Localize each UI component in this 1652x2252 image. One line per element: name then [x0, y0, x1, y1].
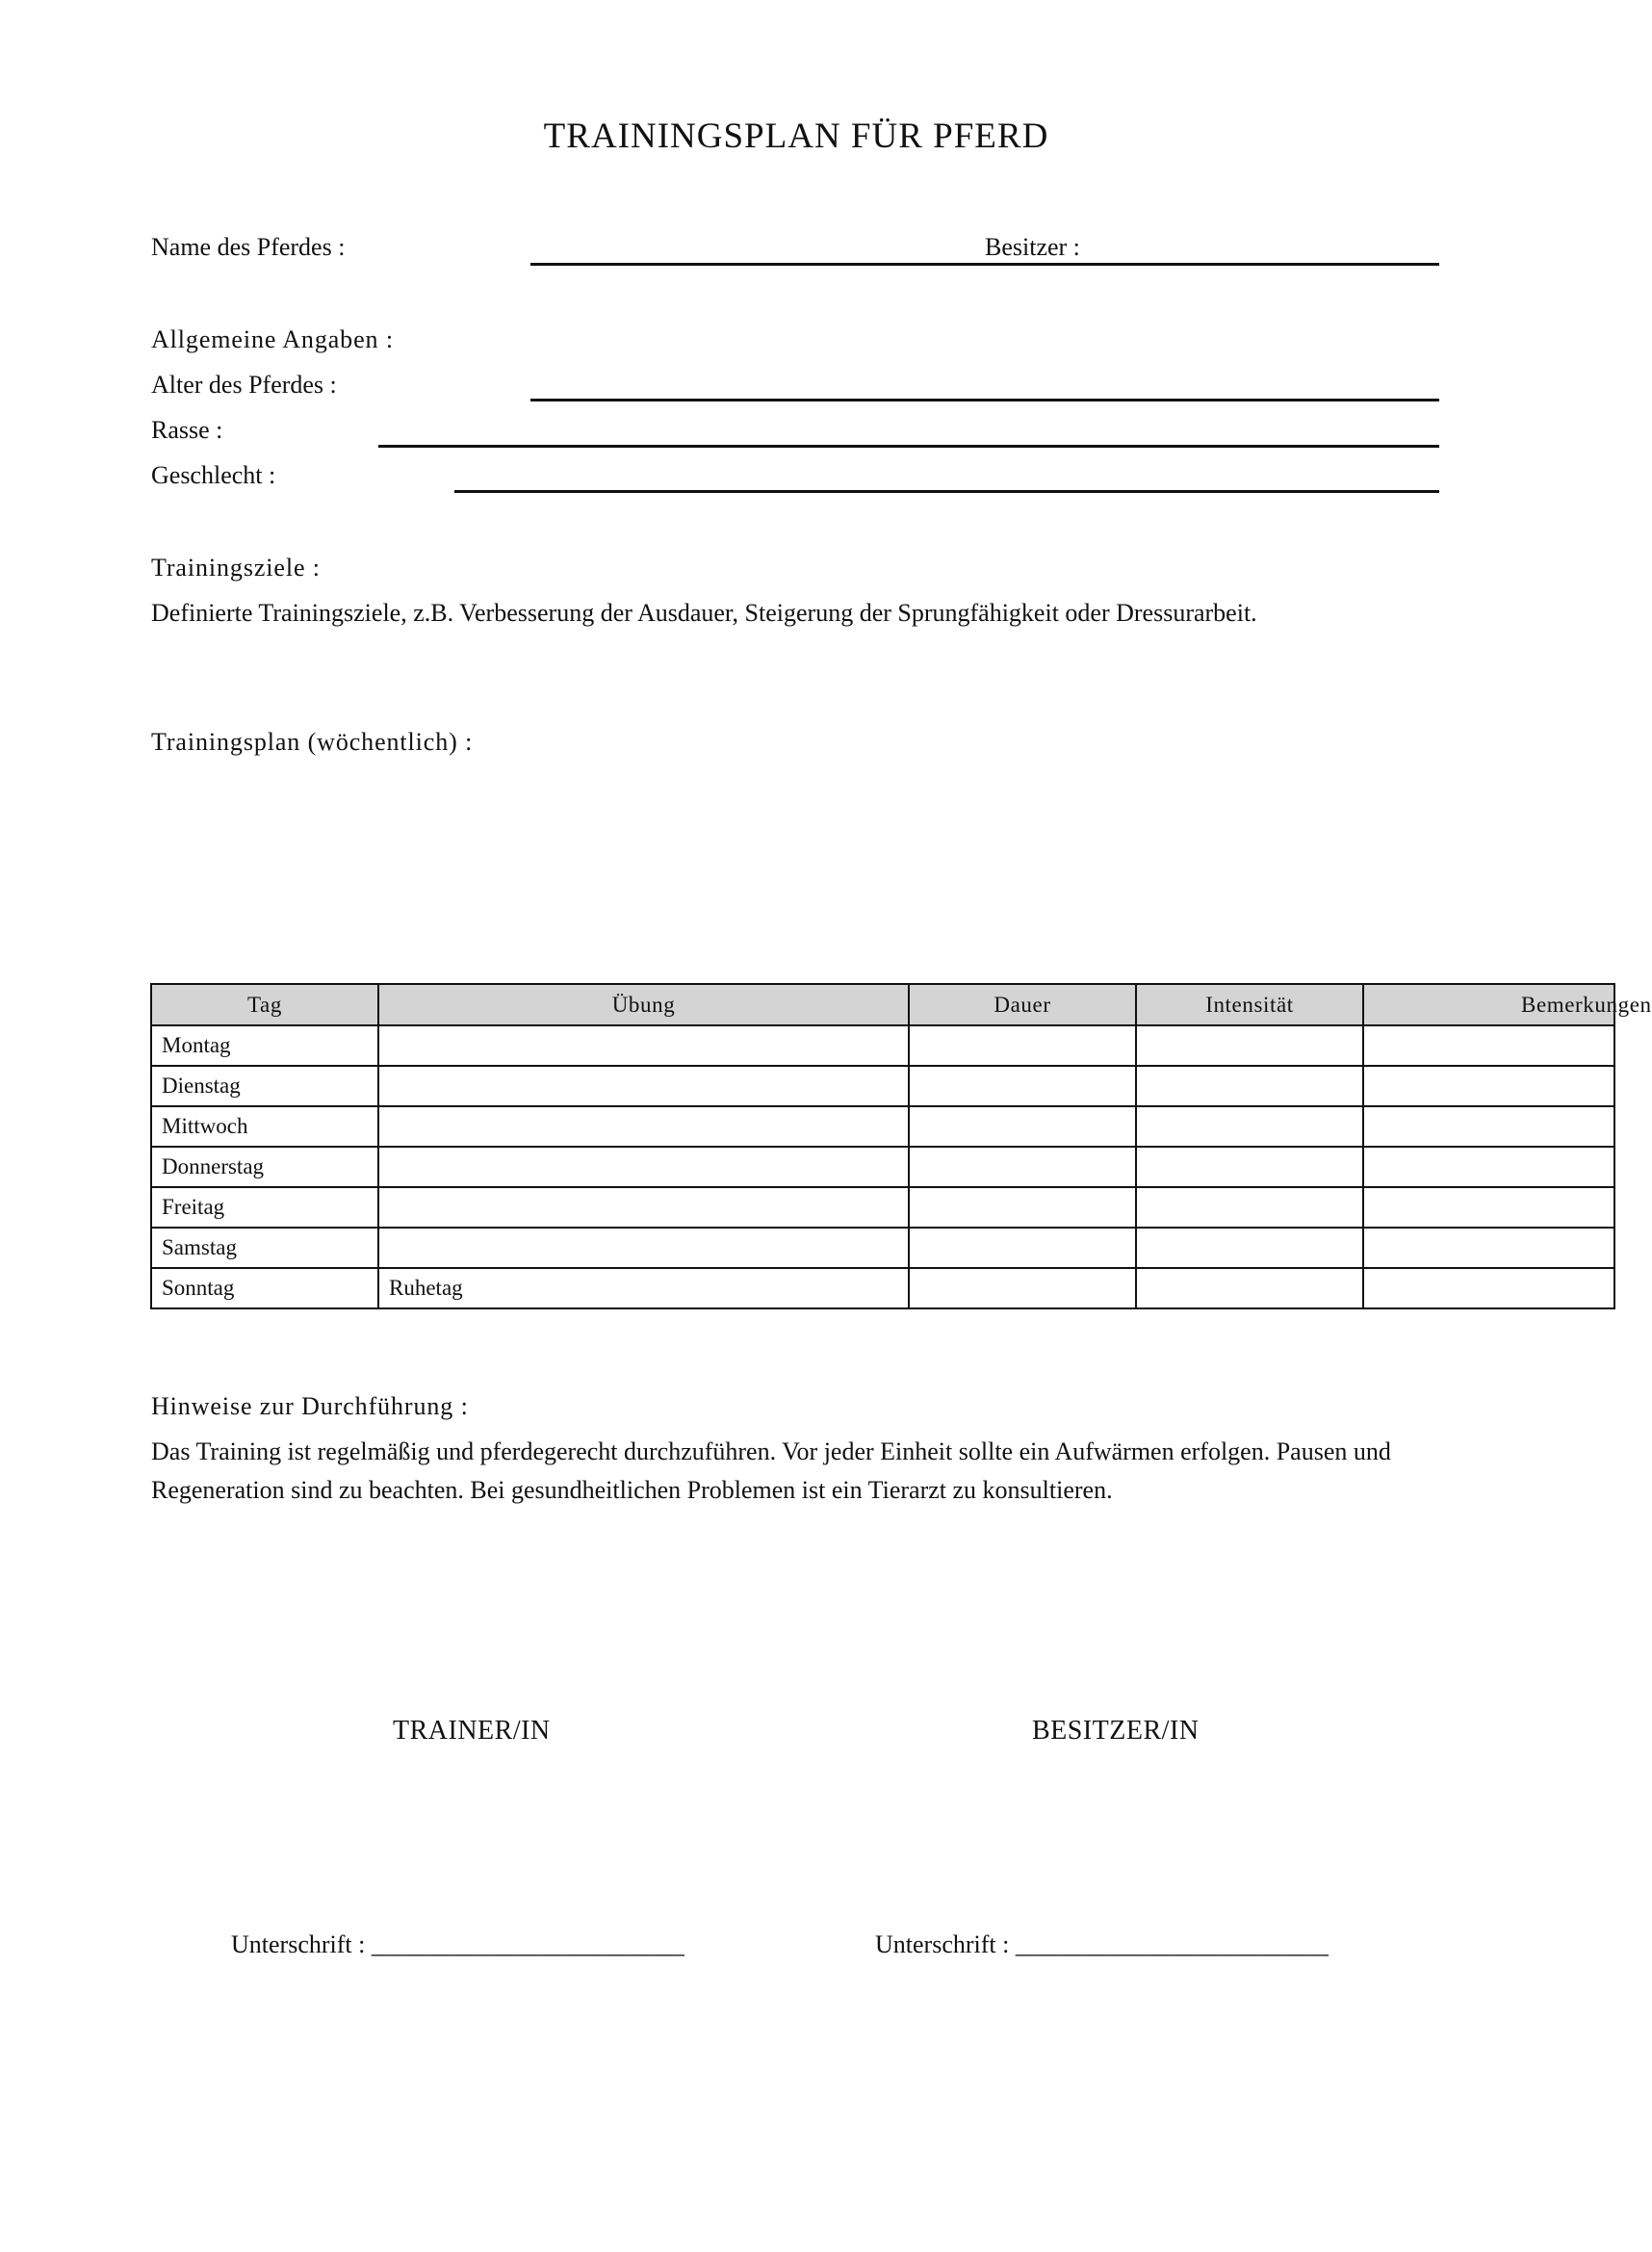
age-label: Alter des Pferdes : — [151, 371, 337, 399]
day-cell: Montag — [151, 1025, 378, 1066]
column-header-duration: Dauer — [909, 984, 1136, 1025]
duration-cell[interactable] — [909, 1066, 1136, 1106]
column-header-intensity: Intensität — [1136, 984, 1363, 1025]
notes-cell[interactable] — [1363, 1106, 1614, 1147]
owner-signature-field[interactable]: Unterschrift : _________________________ — [875, 1930, 1329, 1958]
trainer-title: TRAINER/IN — [393, 1716, 551, 1746]
column-header-day: Tag — [151, 984, 378, 1025]
plan-heading: Trainingsplan (wöchentlich) : — [151, 728, 474, 756]
sex-label: Geschlecht : — [151, 461, 276, 489]
notes-cell[interactable] — [1363, 1066, 1614, 1106]
duration-cell[interactable] — [909, 1268, 1136, 1308]
duration-cell[interactable] — [909, 1187, 1136, 1228]
exercise-cell[interactable] — [378, 1147, 909, 1187]
day-cell: Samstag — [151, 1228, 378, 1268]
age-line[interactable] — [530, 399, 1439, 401]
exercise-cell[interactable] — [378, 1187, 909, 1228]
table-row — [151, 1025, 1614, 1066]
training-plan-table — [150, 983, 1652, 1309]
intensity-cell[interactable] — [1136, 1066, 1363, 1106]
notes-text: Das Training ist regelmäßig und pferdegerecht durchzuführen. Vor jeder Einheit sollte ein Aufwärmen erfolgen. Pausen und Regeneration sind zu beachten. Bei gesundheitlichen Problemen ist ein Tierarzt zu konsultieren. — [151, 1437, 1391, 1504]
exercise-cell[interactable]: Ruhetag — [378, 1268, 909, 1308]
trainer-signature-field[interactable]: Unterschrift : _________________________ — [231, 1930, 684, 1958]
goals-heading: Trainingsziele : — [151, 554, 321, 582]
table-row — [151, 1147, 1614, 1187]
duration-cell[interactable] — [909, 1147, 1136, 1187]
duration-cell[interactable] — [909, 1025, 1136, 1066]
column-header-notes: Bemerkungen — [1363, 984, 1614, 1025]
table-header-row — [151, 984, 1614, 1025]
document-title: TRAININGSPLAN FÜR PFERD — [543, 116, 1049, 156]
intensity-cell[interactable] — [1136, 1187, 1363, 1228]
intensity-cell[interactable] — [1136, 1268, 1363, 1308]
intensity-cell[interactable] — [1136, 1147, 1363, 1187]
owner-signature-title: BESITZER/IN — [1032, 1716, 1200, 1746]
day-cell: Freitag — [151, 1187, 378, 1228]
table-row — [151, 1106, 1614, 1147]
notes-cell[interactable] — [1363, 1187, 1614, 1228]
horse-name-label: Name des Pferdes : — [151, 233, 346, 261]
intensity-cell[interactable] — [1136, 1025, 1363, 1066]
horse-name-line[interactable] — [530, 263, 1439, 266]
exercise-cell[interactable] — [378, 1228, 909, 1268]
day-cell: Sonntag — [151, 1268, 378, 1308]
duration-cell[interactable] — [909, 1228, 1136, 1268]
table-row — [151, 1187, 1614, 1228]
notes-cell[interactable] — [1363, 1147, 1614, 1187]
breed-label: Rasse : — [151, 416, 223, 444]
sex-line[interactable] — [454, 490, 1439, 493]
day-cell: Mittwoch — [151, 1106, 378, 1147]
breed-line[interactable] — [378, 445, 1439, 448]
exercise-cell[interactable] — [378, 1025, 909, 1066]
notes-cell[interactable] — [1363, 1268, 1614, 1308]
general-info-heading: Allgemeine Angaben : — [151, 325, 394, 353]
table-row — [151, 1268, 1614, 1308]
column-header-exercise: Übung — [378, 984, 909, 1025]
intensity-cell[interactable] — [1136, 1106, 1363, 1147]
notes-cell[interactable] — [1363, 1228, 1614, 1268]
table-row — [151, 1066, 1614, 1106]
owner-label: Besitzer : — [985, 233, 1080, 261]
exercise-cell[interactable] — [378, 1106, 909, 1147]
goals-text: Definierte Trainingsziele, z.B. Verbesserung der Ausdauer, Steigerung der Sprungfähigkeit oder Dressurarbeit. — [151, 599, 1257, 627]
duration-cell[interactable] — [909, 1106, 1136, 1147]
exercise-cell[interactable] — [378, 1066, 909, 1106]
intensity-cell[interactable] — [1136, 1228, 1363, 1268]
notes-cell[interactable] — [1363, 1025, 1614, 1066]
table-row — [151, 1228, 1614, 1268]
day-cell: Donnerstag — [151, 1147, 378, 1187]
day-cell: Dienstag — [151, 1066, 378, 1106]
notes-heading: Hinweise zur Durchführung : — [151, 1392, 469, 1420]
